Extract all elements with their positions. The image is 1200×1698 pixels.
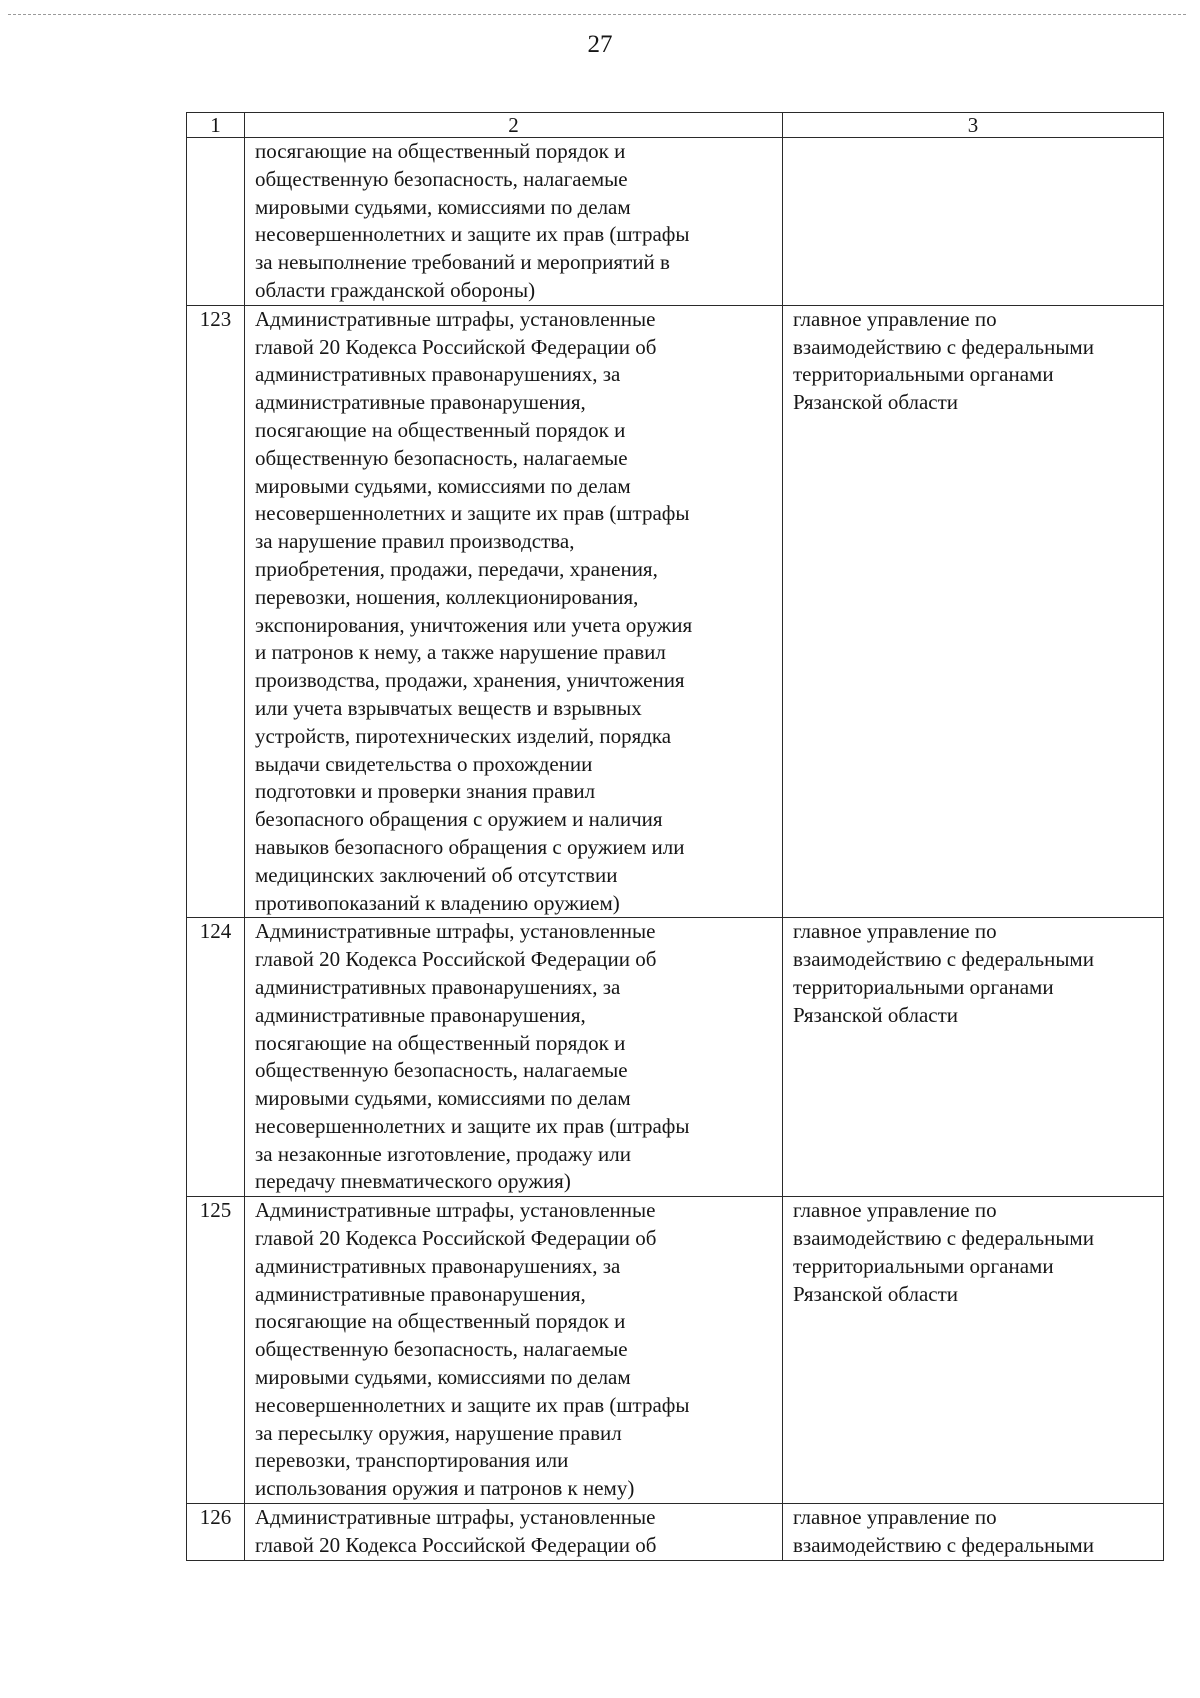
- row-number-cell: [187, 1504, 245, 1561]
- description-line: мировыми судьями, комиссиями по делам: [255, 473, 631, 498]
- scan-edge-line: [8, 14, 1186, 15]
- description-line: за пересылку оружия, нарушение правил: [255, 1420, 622, 1445]
- revenue-description-cell: [245, 918, 783, 1197]
- row-number-cell: [187, 305, 245, 918]
- description-line: приобретения, продажи, передачи, хранения,: [255, 556, 658, 581]
- description-line: административные правонарушения,: [255, 1281, 586, 1306]
- description-line: и патронов к нему, а также нарушение правил: [255, 640, 666, 665]
- description-line: производства, продажи, хранения, уничтожения: [255, 668, 685, 693]
- administrator-line: взаимодействию с федеральными: [793, 334, 1094, 359]
- page-number: 27: [587, 31, 613, 58]
- description-line: противопоказаний к владению оружием): [255, 890, 620, 915]
- description-line: административных правонарушениях, за: [255, 974, 621, 999]
- table-row: [187, 1504, 1164, 1561]
- administrator-line: главное управление по: [793, 306, 997, 331]
- administrator-cell: [783, 1504, 1164, 1561]
- column-header-3: 3: [783, 113, 1164, 138]
- description-line: области гражданской обороны): [255, 277, 536, 302]
- description-line: несовершеннолетних и защите их прав (штрафы: [255, 1392, 690, 1417]
- revenue-description-cell: [245, 305, 783, 918]
- description-line: за незаконные изготовление, продажу или: [255, 1141, 631, 1166]
- administrator-line: Рязанской области: [793, 390, 959, 415]
- table-row: [187, 918, 1164, 1197]
- administrator-line: территориальными органами: [793, 974, 1054, 999]
- row-number: 124: [199, 919, 232, 944]
- revenue-description-cell: [245, 1197, 783, 1504]
- description-line: главой 20 Кодекса Российской Федерации об: [255, 1226, 657, 1251]
- row-number: 126: [199, 1505, 232, 1530]
- description-line: мировыми судьями, комиссиями по делам: [255, 194, 631, 219]
- administrator-line: главное управление по: [793, 919, 997, 944]
- administrator-line: взаимодействию с федеральными: [793, 1532, 1094, 1557]
- description-line: использования оружия и патронов к нему): [255, 1476, 635, 1501]
- description-line: выдачи свидетельства о прохождении: [255, 751, 593, 776]
- table-row: [187, 138, 1164, 306]
- description-line: административных правонарушениях, за: [255, 362, 621, 387]
- administrator-line: территориальными органами: [793, 1253, 1054, 1278]
- administrator-cell: [783, 1197, 1164, 1504]
- description-line: несовершеннолетних и защите их прав (штрафы: [255, 1113, 690, 1138]
- description-line: административные правонарушения,: [255, 1002, 586, 1027]
- description-line: несовершеннолетних и защите их прав (штрафы: [255, 501, 690, 526]
- revenue-description-cell: [245, 1504, 783, 1561]
- column-header-1: 1: [187, 113, 245, 138]
- description-line: мировыми судьями, комиссиями по делам: [255, 1365, 631, 1390]
- administrator-cell: [783, 918, 1164, 1197]
- column-header-2: 2: [245, 113, 783, 138]
- description-line: несовершеннолетних и защите их прав (штрафы: [255, 222, 690, 247]
- description-line: посягающие на общественный порядок и: [255, 139, 626, 163]
- description-line: Административные штрафы, установленные: [255, 306, 656, 331]
- description-line: посягающие на общественный порядок и: [255, 417, 626, 442]
- description-line: безопасного обращения с оружием и наличия: [255, 807, 663, 832]
- row-number: 125: [199, 1198, 232, 1223]
- description-line: общественную безопасность, налагаемые: [255, 1058, 628, 1083]
- description-line: подготовки и проверки знания правил: [255, 779, 596, 804]
- description-line: главой 20 Кодекса Российской Федерации об: [255, 947, 657, 972]
- revenue-description-cell: [245, 138, 783, 306]
- description-line: перевозки, ношения, коллекционирования,: [255, 584, 639, 609]
- description-line: или учета взрывчатых веществ и взрывных: [255, 695, 642, 720]
- description-line: навыков безопасного обращения с оружием или: [255, 834, 685, 859]
- table-row: [187, 1197, 1164, 1504]
- description-line: главой 20 Кодекса Российской Федерации об: [255, 1532, 657, 1557]
- table-body: [187, 138, 1164, 1561]
- description-line: перевозки, транспортирования или: [255, 1448, 569, 1473]
- budget-revenue-table: [186, 112, 1164, 1561]
- administrator-line: Рязанской области: [793, 1002, 959, 1027]
- row-number: 123: [199, 306, 232, 331]
- description-line: медицинских заключений об отсутствии: [255, 862, 618, 887]
- administrator-line: главное управление по: [793, 1198, 997, 1223]
- table-row: [187, 305, 1164, 918]
- table-header-row: [187, 113, 1164, 138]
- description-line: передачу пневматического оружия): [255, 1169, 571, 1194]
- description-line: административных правонарушениях, за: [255, 1253, 621, 1278]
- administrator-line: взаимодействию с федеральными: [793, 947, 1094, 972]
- description-line: общественную безопасность, налагаемые: [255, 445, 628, 470]
- row-number-cell: [187, 1197, 245, 1504]
- description-line: Административные штрафы, установленные: [255, 1198, 656, 1223]
- description-line: мировыми судьями, комиссиями по делам: [255, 1086, 631, 1111]
- administrator-line: взаимодействию с федеральными: [793, 1226, 1094, 1251]
- description-line: главой 20 Кодекса Российской Федерации об: [255, 334, 657, 359]
- administrator-line: территориальными органами: [793, 362, 1054, 387]
- description-line: Административные штрафы, установленные: [255, 919, 656, 944]
- description-line: за нарушение правил производства,: [255, 529, 575, 554]
- administrator-cell: [783, 305, 1164, 918]
- description-line: административные правонарушения,: [255, 390, 586, 415]
- description-line: общественную безопасность, налагаемые: [255, 166, 628, 191]
- row-number-cell: [187, 918, 245, 1197]
- administrator-line: главное управление по: [793, 1505, 997, 1530]
- description-line: общественную безопасность, налагаемые: [255, 1337, 628, 1362]
- description-line: посягающие на общественный порядок и: [255, 1030, 626, 1055]
- description-line: устройств, пиротехнических изделий, порядка: [255, 723, 672, 748]
- administrator-line: Рязанской области: [793, 1281, 959, 1306]
- description-line: экспонирования, уничтожения или учета оружия: [255, 612, 693, 637]
- description-line: посягающие на общественный порядок и: [255, 1309, 626, 1334]
- administrator-cell: [783, 138, 1164, 306]
- row-number-cell: [187, 138, 245, 306]
- description-line: за невыполнение требований и мероприятий в: [255, 250, 670, 275]
- description-line: Административные штрафы, установленные: [255, 1505, 656, 1530]
